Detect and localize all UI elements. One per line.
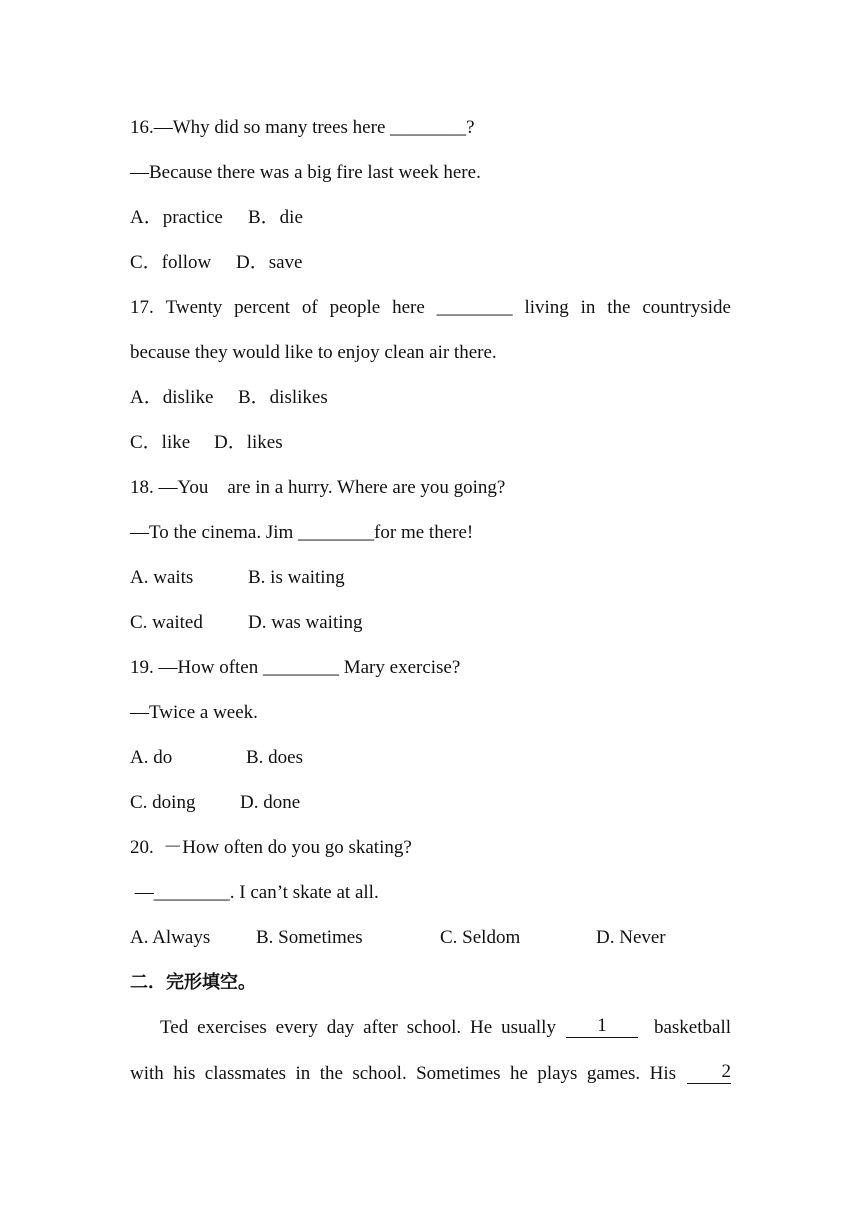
q19-option-a: A. do [130,747,173,768]
q17-word: 17. [130,297,154,318]
section-heading: 二．完形填空。 [130,972,256,993]
q17-word: of [301,297,318,318]
q17-option-a: A．dislike [130,387,214,408]
cloze-blank-2: 2 [687,1061,731,1084]
q20-option-d: D. Never [596,927,666,948]
q17-blank: ________ [436,297,513,318]
cloze-word: He [470,1017,493,1038]
cloze-blank-1: 1 [566,1015,638,1038]
q16-option-d: D．save [236,252,303,273]
q17-word: countryside [642,297,731,318]
cloze-paragraph-line-1 [160,1015,731,1041]
q18-option-c: C. waited [130,612,203,633]
cloze-word: every [275,1017,318,1038]
cloze-word: school. [406,1017,462,1038]
q17-word: the [607,297,631,318]
cloze-line-2-text: with his classmates in the school. Sometimes he plays games. His [130,1063,676,1084]
q16-option-b: B．die [248,207,303,228]
cloze-word: day [326,1017,355,1038]
q16-stem: 16.—Why did so many trees here ________? [130,117,475,138]
q19-answer-line: —Twice a week. [130,702,258,723]
q17-word: in [580,297,596,318]
cloze-line-1-words [160,1015,556,1041]
q17-word: here [392,297,425,318]
q18-option-d: D. was waiting [248,612,363,633]
q17-option-d: D．likes [214,432,283,453]
q17-word: Twenty [165,297,223,318]
q17-stem [130,295,731,321]
q20-stem: 20. －How often do you go skating? [130,837,412,858]
q16-option-a: A．practice [130,207,223,228]
q20-option-b: B. Sometimes [256,927,363,948]
q19-stem: 19. —How often ________ Mary exercise? [130,657,461,678]
q17-stem-continued: because they would like to enjoy clean air there. [130,342,497,363]
q19-option-c: C. doing [130,792,196,813]
q19-option-b: B. does [246,747,303,768]
cloze-word: after [363,1017,398,1038]
q18-option-a: A. waits [130,567,194,588]
q17-option-b: B．dislikes [238,387,328,408]
cloze-word: usually [501,1017,556,1038]
q17-word: percent [234,297,291,318]
q19-option-d: D. done [240,792,301,813]
q18-answer-line: —To the cinema. Jim ________for me there! [130,522,474,543]
q20-option-a: A. Always [130,927,211,948]
q18-stem: 18. —You are in a hurry. Where are you going? [130,477,506,498]
cloze-word: Ted [160,1017,189,1038]
q17-word: people [329,297,381,318]
q16-option-c: C．follow [130,252,212,273]
q18-option-b: B. is waiting [248,567,345,588]
q17-option-c: C．like [130,432,191,453]
cloze-word: exercises [197,1017,267,1038]
q20-answer-line: —________. I can’t skate at all. [130,882,379,903]
q17-word: living [524,297,569,318]
cloze-word-after-blank: basketball [653,1017,731,1038]
q20-option-c: C. Seldom [440,927,521,948]
q16-answer-line: —Because there was a big fire last week here. [130,162,481,183]
